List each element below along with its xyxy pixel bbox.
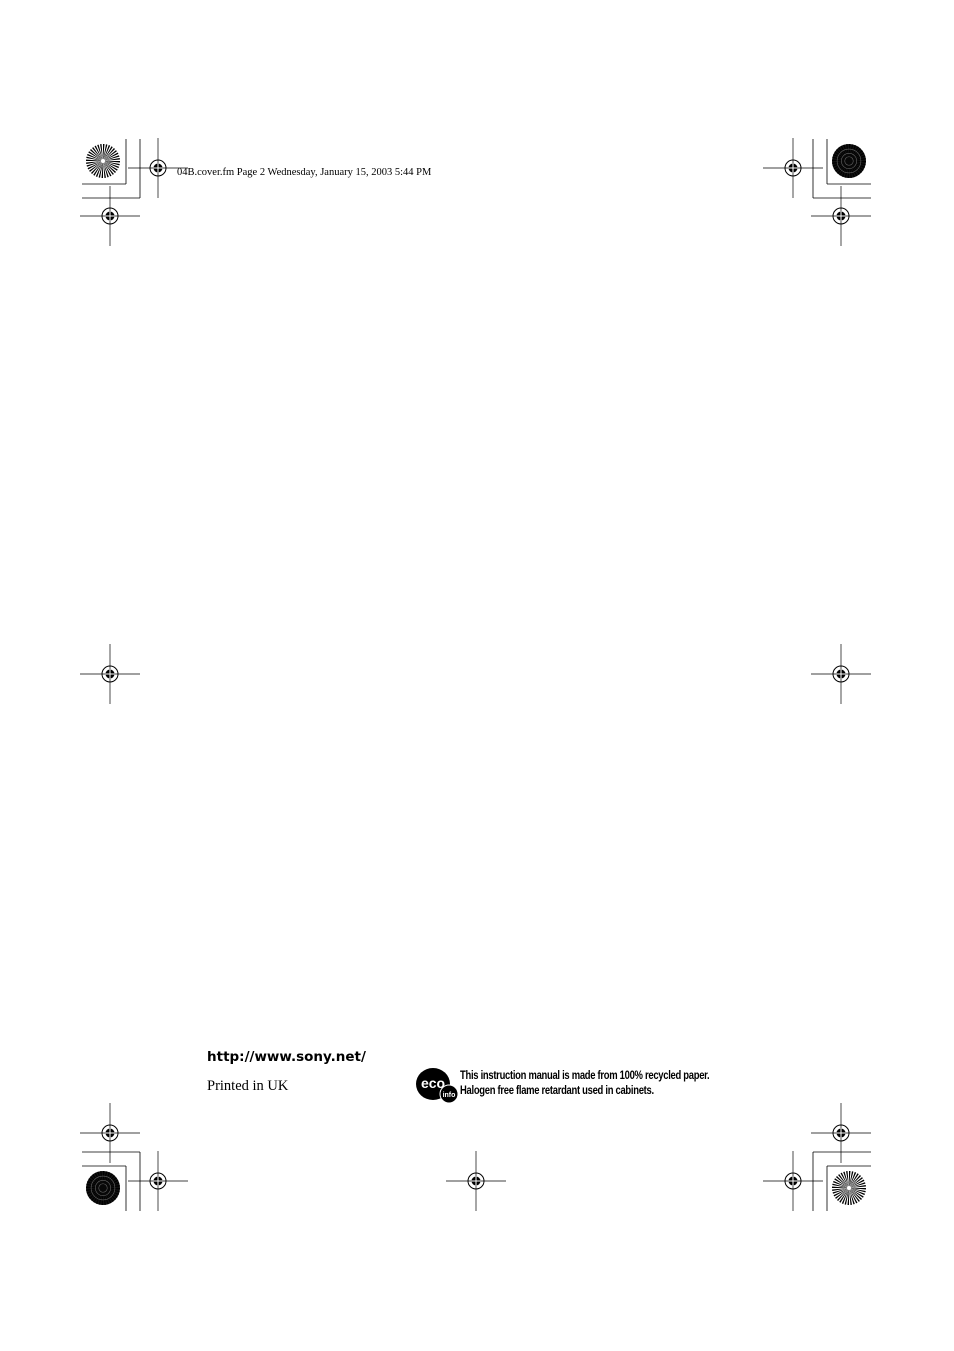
- radial-star-target-icon: [86, 1171, 120, 1205]
- crosshair-circle-icon: [811, 186, 871, 246]
- crosshair-circle-icon: [80, 644, 140, 704]
- radial-star-target-icon: [832, 144, 866, 178]
- crosshair-circle-icon: [128, 1151, 188, 1211]
- crosshair-circle-icon: [80, 186, 140, 246]
- eco-info-logo-icon: [416, 1068, 460, 1104]
- eco-statement-line-2: Halogen free flame retardant used in cabinets.: [460, 1085, 654, 1097]
- crosshair-circle-icon: [811, 644, 871, 704]
- eco-logo-sub: info: [442, 1092, 456, 1099]
- crosshair-circle-icon: [80, 1103, 140, 1163]
- crosshair-circle-icon: [446, 1151, 506, 1211]
- slug-line: 04B.cover.fm Page 2 Wednesday, January 15, 2003 5:44 PM: [177, 167, 432, 178]
- crosshair-circle-icon: [763, 1151, 823, 1211]
- printed-in-note: Printed in UK: [207, 1078, 289, 1094]
- eco-logo-word: eco: [420, 1075, 446, 1091]
- radial-star-target-icon: [832, 1171, 866, 1205]
- radial-star-target-icon: [86, 144, 120, 178]
- eco-statement-line-1: This instruction manual is made from 100% recycled paper.: [460, 1070, 710, 1082]
- eco-statement: [460, 1069, 709, 1099]
- crosshair-circle-icon: [811, 1103, 871, 1163]
- crosshair-circle-icon: [763, 138, 823, 198]
- website-url: http://www.sony.net/: [207, 1049, 366, 1065]
